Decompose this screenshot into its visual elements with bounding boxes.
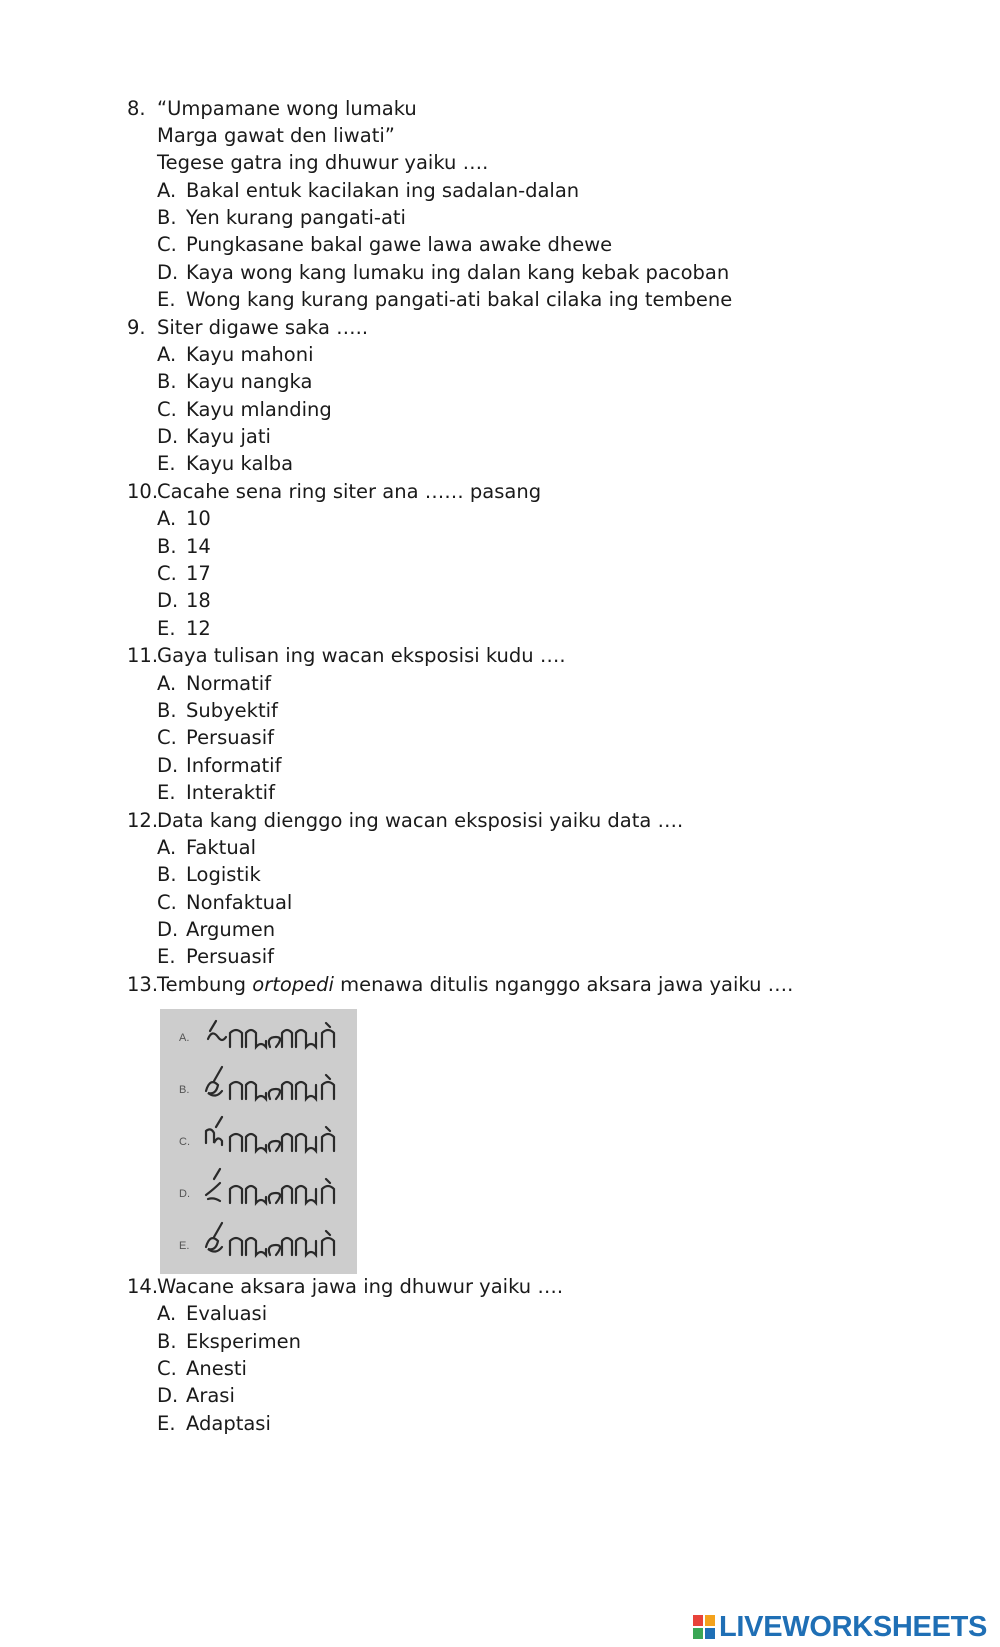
option-text: 10 bbox=[186, 507, 211, 530]
question-12-text: Data kang dienggo ing wacan eksposisi yaiku data …. bbox=[157, 809, 684, 832]
option-letter: E. bbox=[157, 781, 176, 804]
question-11-text: Gaya tulisan ing wacan eksposisi kudu …. bbox=[157, 644, 566, 667]
option-text: Kaya wong kang lumaku ing dalan kang kebak pacoban bbox=[186, 261, 730, 284]
logo-text: LIVEWORKSHEETS bbox=[719, 1610, 988, 1643]
liveworksheets-logo bbox=[693, 1612, 987, 1642]
option-text: Adaptasi bbox=[186, 1412, 271, 1435]
option-letter: D. bbox=[157, 754, 179, 777]
option-letter: B. bbox=[157, 863, 177, 886]
option-text: Wong kang kurang pangati-ati bakal cilaka ing tembene bbox=[186, 288, 733, 311]
option-text: 14 bbox=[186, 535, 211, 558]
image-label-d: D. bbox=[179, 1188, 190, 1200]
image-label-b: B. bbox=[179, 1084, 190, 1096]
option-letter: C. bbox=[157, 233, 177, 256]
option-text: Informatif bbox=[186, 754, 282, 777]
option-text: Argumen bbox=[186, 918, 276, 941]
image-label-a: A. bbox=[179, 1032, 190, 1044]
option-letter: B. bbox=[157, 206, 177, 229]
option-letter: D. bbox=[157, 261, 179, 284]
option-text: Eksperimen bbox=[186, 1330, 301, 1353]
question-8-number: 8. bbox=[127, 97, 146, 120]
option-letter: E. bbox=[157, 945, 176, 968]
option-text: Evaluasi bbox=[186, 1302, 268, 1325]
option-text: Persuasif bbox=[186, 945, 274, 968]
option-text: Normatif bbox=[186, 672, 272, 695]
option-text: Pungkasane bakal gawe lawa awake dhewe bbox=[186, 233, 613, 256]
option-letter: A. bbox=[157, 343, 177, 366]
option-letter: C. bbox=[157, 562, 177, 585]
option-letter: C. bbox=[157, 891, 177, 914]
liveworksheets-logo-icon bbox=[693, 1615, 715, 1639]
option-letter: B. bbox=[157, 370, 177, 393]
question-10-number: 10. bbox=[127, 480, 159, 503]
option-text: 17 bbox=[186, 562, 211, 585]
option-letter: D. bbox=[157, 425, 179, 448]
option-text: Kayu kalba bbox=[186, 452, 294, 475]
option-letter: A. bbox=[157, 179, 177, 202]
option-text: Bakal entuk kacilakan ing sadalan-dalan bbox=[186, 179, 580, 202]
option-letter: C. bbox=[157, 1357, 177, 1380]
option-letter: E. bbox=[157, 288, 176, 311]
option-letter: B. bbox=[157, 1330, 177, 1353]
option-text: 18 bbox=[186, 589, 211, 612]
option-text: Persuasif bbox=[186, 726, 274, 749]
option-text: Kayu nangka bbox=[186, 370, 313, 393]
question-9-number: 9. bbox=[127, 316, 146, 339]
question-13-text: Tembung ortopedi menawa ditulis nganggo aksara jawa yaiku …. bbox=[157, 973, 794, 996]
italic-word: ortopedi bbox=[252, 973, 334, 996]
option-text: Faktual bbox=[186, 836, 257, 859]
question-9-text: Siter digawe saka ….. bbox=[157, 316, 369, 339]
question-8-line-1: “Umpamane wong lumaku bbox=[157, 97, 417, 120]
question-11-number: 11. bbox=[127, 644, 159, 667]
question-8-line-2: Marga gawat den liwati” bbox=[157, 124, 395, 147]
question-12-number: 12. bbox=[127, 809, 159, 832]
option-letter: B. bbox=[157, 699, 177, 722]
option-letter: A. bbox=[157, 507, 177, 530]
question-13-number: 13. bbox=[127, 973, 159, 996]
option-letter: C. bbox=[157, 398, 177, 421]
option-text: Kayu jati bbox=[186, 425, 271, 448]
image-label-e: E. bbox=[179, 1240, 190, 1252]
javanese-script-options-image bbox=[160, 1009, 357, 1274]
option-text: Anesti bbox=[186, 1357, 247, 1380]
option-letter: E. bbox=[157, 452, 176, 475]
option-text: Subyektif bbox=[186, 699, 278, 722]
option-text: Kayu mahoni bbox=[186, 343, 314, 366]
option-text: Logistik bbox=[186, 863, 261, 886]
option-text: Kayu mlanding bbox=[186, 398, 332, 421]
option-text: 12 bbox=[186, 617, 211, 640]
option-text: Arasi bbox=[186, 1384, 235, 1407]
option-letter: C. bbox=[157, 726, 177, 749]
option-letter: E. bbox=[157, 617, 176, 640]
image-label-c: C. bbox=[179, 1136, 190, 1148]
option-text: Interaktif bbox=[186, 781, 275, 804]
option-letter: A. bbox=[157, 672, 177, 695]
option-letter: A. bbox=[157, 1302, 177, 1325]
question-10-text: Cacahe sena ring siter ana …… pasang bbox=[157, 480, 542, 503]
option-text: Yen kurang pangati-ati bbox=[186, 206, 406, 229]
option-letter: E. bbox=[157, 1412, 176, 1435]
option-text: Nonfaktual bbox=[186, 891, 293, 914]
option-letter: A. bbox=[157, 836, 177, 859]
question-14-text: Wacane aksara jawa ing dhuwur yaiku …. bbox=[157, 1275, 564, 1298]
question-8-line-3: Tegese gatra ing dhuwur yaiku …. bbox=[157, 151, 489, 174]
option-letter: B. bbox=[157, 535, 177, 558]
option-letter: D. bbox=[157, 589, 179, 612]
question-14-number: 14. bbox=[127, 1275, 159, 1298]
option-letter: D. bbox=[157, 1384, 179, 1407]
option-letter: D. bbox=[157, 918, 179, 941]
